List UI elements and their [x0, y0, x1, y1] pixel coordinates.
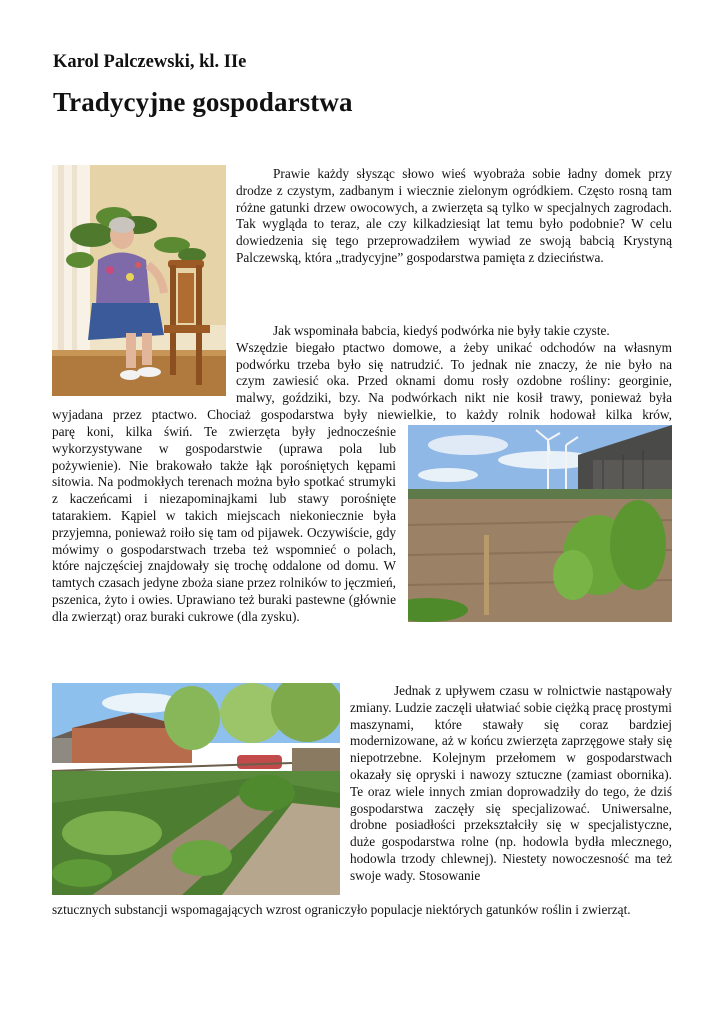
paragraph-memories: parę koni, kilka świń. Te zwierzęta były jednocześnie wykorzystywane w gospodarstwie (uprawa pola lub pożywienie). Nie brakowało także łąk porośniętych kępami sitowia. Na podmokłych terenach można było spotkać strumyki z kaczeńcami i niezapominajkami lub stawy porośnięte tatarakiem. Kąpiel w takich miejscach niekoniecznie była przyjemna, ponieważ roiło się tam od pijawek. Oczywiście, gdy mówimy o gospodarstwach trzeba też wspomnieć o polach, które najczęściej znajdowały się trochę oddalone od domu. W tamtych czasach jedyne zboża siane przez rolników to jęczmień, pszenica, żyto i owies. Uprawiano też buraki pastewne (głównie dla zwierząt) oraz buraki cukrowe (dla zysku). [52, 424, 396, 624]
garden-photo [52, 683, 340, 895]
field-photo [408, 425, 672, 622]
text-line: Jak wspominała babcia, kiedyś podwórka nie były takie czyste. [273, 323, 610, 338]
article-title: Tradycyjne gospodarstwa [53, 87, 353, 117]
paragraph-intro: Prawie każdy słysząc słowo wieś wyobraża sobie ładny domek przy drodze z czystym, zadbanym i wiecznie zielonym ogródkiem. Często rosną tam różne gatunki drzew owocowych, a zwierzęta są tylko w specjalnych zagrodach. Tak wygląda to teraz, ale czy kilkadziesiąt lat temu było podobnie? W celu dowiedzenia się tego przeprowadziłem wywiad ze swoją babcią Krystyną Palczewską, która „tradycyjne” gospodarstwa pamięta z dzieciństwa. [236, 166, 672, 265]
text-line: Wszędzie biegało ptactwo domowe, a żeby unikać odchodów na własnym [236, 339, 672, 355]
text-line: malwy, goździki, bzy. Na podwórkach nikt nie kosił trawy, ponieważ była [236, 390, 672, 406]
paragraph-full-line: wyjadana przez ptactwo. Chociaż gospodarstwa były niewielkie, to każdy rolnik hodował kilka krów, [52, 407, 672, 422]
author-line: Karol Palczewski, kl. IIe [53, 52, 247, 72]
paragraph-memories-intro [236, 323, 672, 407]
paragraph-changes: Jednak z upływem czasu w rolnictwie nastąpowały zmiany. Ludzie zaczęli ułatwiać sobie ciężką pracę prostymi maszynami, które stawały się coraz bardziej modernizowane, aż w końcu zwierzęta zaprzęgowe stały się niepotrzebne. Kolejnym przełomem w gospodarstwach okazały się opryski i nawozy sztuczne (zamiast obornika). Te oraz wiele innych zmian doprowadziły do tego, że dziś gospodarstwa zaczęły się specjalizować. Uniwersalne, drobne posiadłości przekształciły się w specjalistyczne, duże gospodarstwa rolne (np. hodowla bydła mlecznego, hodowla trzody chlewnej). Niestety nowoczesność ma też swoje wady. Stosowanie [350, 683, 672, 883]
text-line: podwórku trzeba było się natrudzić. To jednak nie znaczy, że nie było na [236, 356, 672, 372]
text-line: czym zawiesić oka. Przed oknami domu rosły ozdobne rośliny: georginie, [236, 373, 672, 389]
paragraph-conclusion: sztucznych substancji wspomagających wzrost ograniczyło populacje niektórych gatunków roślin i zwierząt. [52, 902, 631, 917]
grandmother-photo [52, 165, 226, 396]
